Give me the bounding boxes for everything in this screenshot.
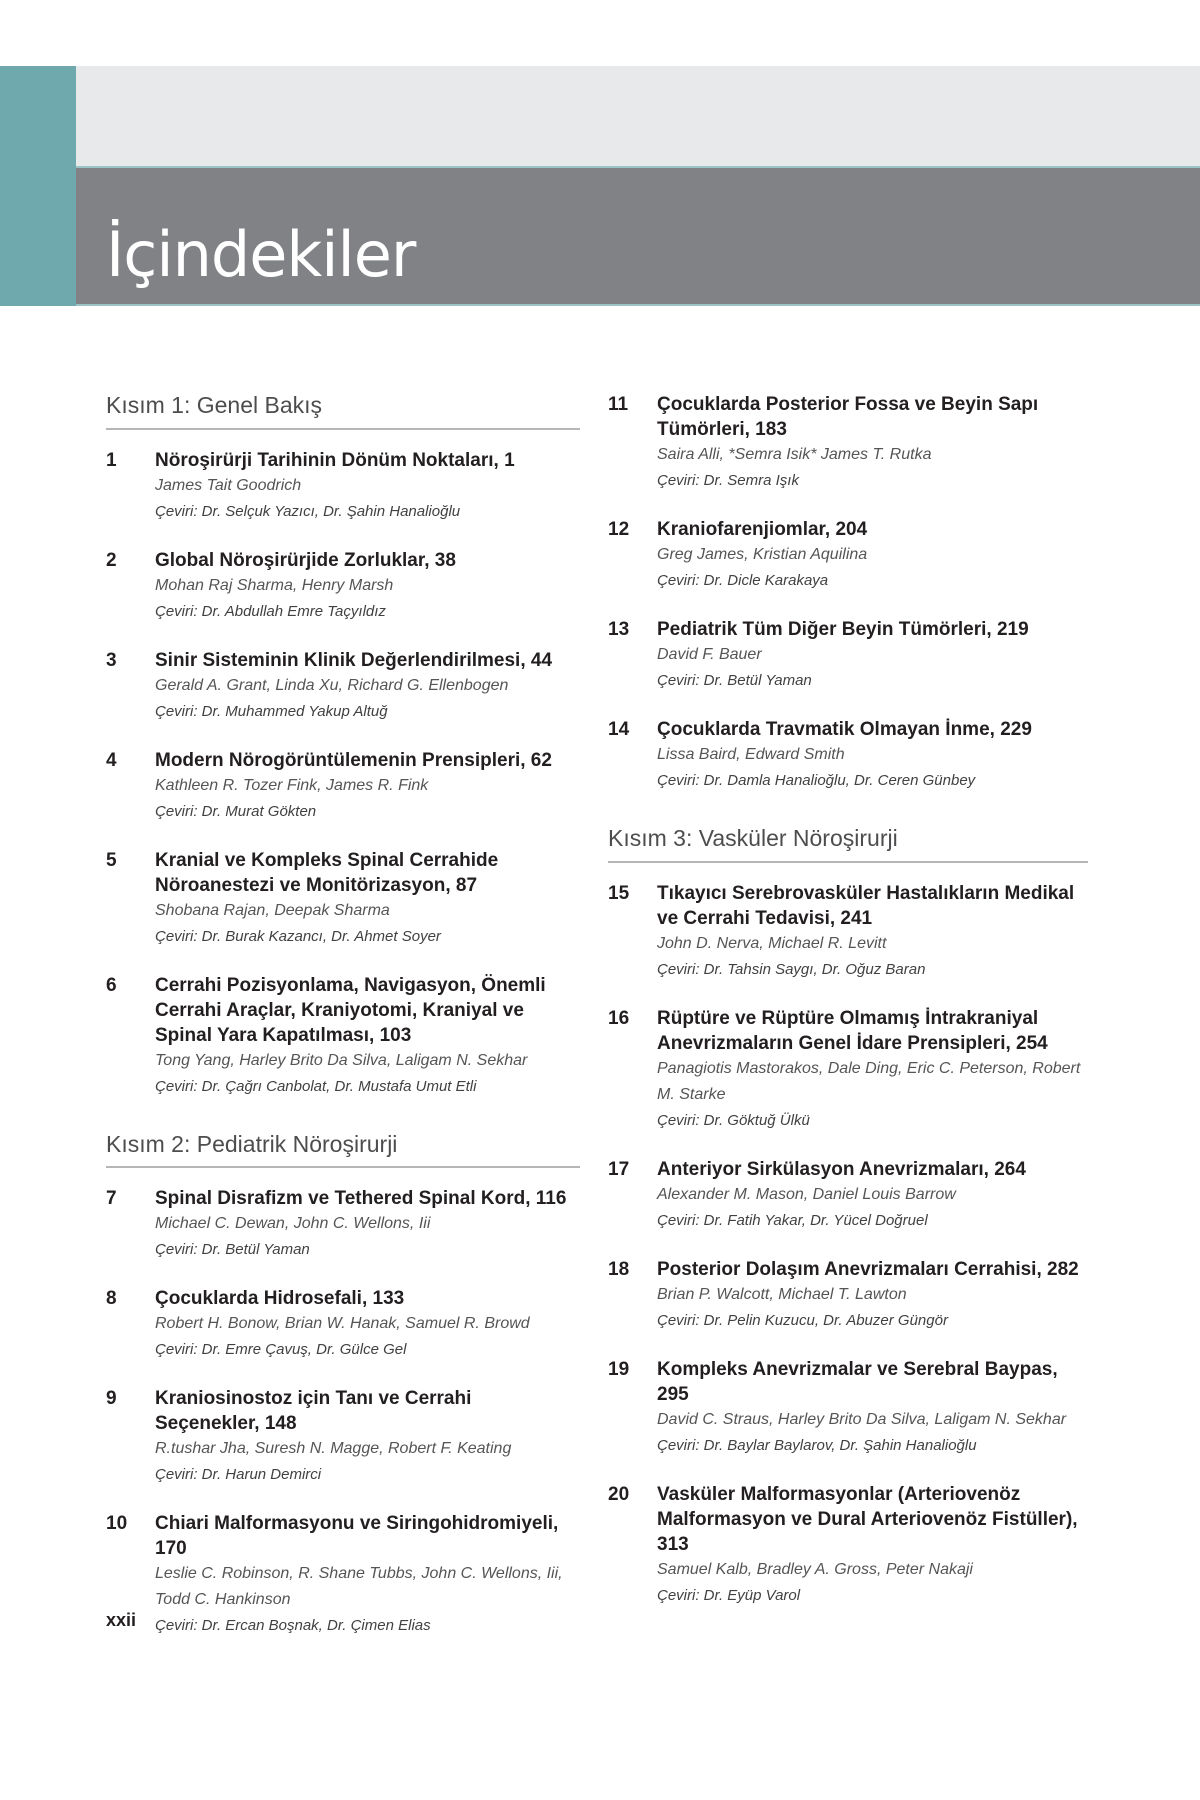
chapter-translators: Çeviri: Dr. Eyüp Varol [657,1586,801,1604]
chapter-translators: Çeviri: Dr. Semra Işık [657,472,799,489]
chapter-title[interactable]: Sinir Sisteminin Klinik Değerlendirilmesi, 44 [155,649,553,671]
chapter-authors: Lissa Baird, Edward Smith [657,746,845,763]
chapter-title[interactable]: Anteriyor Sirkülasyon Anevrizmaları, 264 [657,1158,1026,1180]
toc-entry[interactable] [608,1006,1088,1133]
chapter-title[interactable]: Kraniosinostoz için Tanı ve Cerrahi Seçenekler, 148 [155,1388,472,1435]
toc-entry[interactable] [608,1482,1088,1608]
toc-entry[interactable] [608,617,1088,693]
chapter-number: 5 [106,849,117,871]
chapter-number: 17 [608,1158,630,1180]
toc-left-column [106,392,580,1662]
chapter-authors: Mohan Raj Sharma, Henry Marsh [155,576,394,594]
chapter-title[interactable]: Pediatrik Tüm Diğer Beyin Tümörleri, 219 [657,619,1029,640]
chapter-number: 10 [106,1513,128,1535]
chapter-authors: James Tait Goodrich [155,476,302,494]
chapter-translators: Çeviri: Dr. Göktuğ Ülkü [657,1111,810,1129]
toc-entry[interactable] [106,1386,580,1487]
header-divider [76,304,1200,306]
chapter-number: 4 [106,749,117,771]
chapter-translators: Çeviri: Dr. Damla Hanalioğlu, Dr. Ceren Günbey [657,772,976,789]
chapter-authors: R.tushar Jha, Suresh N. Magge, Robert F. Keating [155,1440,512,1458]
chapter-translators: Çeviri: Dr. Emre Çavuş, Dr. Gülce Gel [155,1341,407,1359]
chapter-title[interactable]: Posterior Dolaşım Anevrizmaları Cerrahisi, 282 [657,1258,1079,1280]
toc-entry[interactable] [106,448,580,524]
chapter-number: 16 [608,1007,630,1029]
toc-entry[interactable] [608,392,1088,493]
chapter-title[interactable]: Çocuklarda Travmatik Olmayan İnme, 229 [657,719,1032,740]
chapter-translators: Çeviri: Dr. Betül Yaman [155,1241,310,1259]
toc-entry[interactable] [608,717,1088,793]
toc-entry[interactable] [106,548,580,624]
chapter-title[interactable]: Kraniofarenjiomlar, 204 [657,519,868,540]
chapter-title[interactable]: Kranial ve Kompleks Spinal Cerrahide Nöroanestezi ve Monitörizasyon, 87 [155,849,499,896]
chapter-number: 11 [608,394,629,415]
chapter-authors: Michael C. Dewan, John C. Wellons, Iii [155,1215,431,1233]
chapter-title[interactable]: Çocuklarda Hidrosefali, 133 [155,1288,405,1310]
toc-entry[interactable] [106,748,580,824]
chapter-authors: Tong Yang, Harley Brito Da Silva, Laligam N. Sekhar [155,1051,528,1069]
chapter-authors: Brian P. Walcott, Michael T. Lawton [657,1285,907,1303]
toc-entry[interactable] [106,648,580,724]
chapter-translators: Çeviri: Dr. Pelin Kuzucu, Dr. Abuzer Güngör [657,1311,948,1329]
header-accent-block [0,66,76,306]
chapter-authors: John D. Nerva, Michael R. Levitt [657,934,887,952]
chapter-authors: Greg James, Kristian Aquilina [657,546,868,563]
chapter-number: 15 [608,882,630,904]
toc-entry[interactable] [608,1357,1088,1458]
chapter-translators: Çeviri: Dr. Selçuk Yazıcı, Dr. Şahin Hanalioğlu [155,502,461,520]
chapter-authors: Kathleen R. Tozer Fink, James R. Fink [155,776,429,794]
chapter-number: 14 [608,719,630,740]
chapter-translators: Çeviri: Dr. Muhammed Yakup Altuğ [155,702,388,720]
chapter-translators: Çeviri: Dr. Dicle Karakaya [657,572,829,589]
chapter-translators: Çeviri: Dr. Murat Gökten [155,802,317,820]
toc-entry[interactable] [106,1511,580,1638]
page-number: xxii [106,1610,137,1630]
chapter-title[interactable]: Spinal Disrafizm ve Tethered Spinal Kord, 116 [155,1188,567,1210]
chapter-translators: Çeviri: Dr. Betül Yaman [657,672,812,689]
chapter-translators: Çeviri: Dr. Tahsin Saygı, Dr. Oğuz Baran [657,960,926,978]
chapter-authors: David C. Straus, Harley Brito Da Silva, Laligam N. Sekhar [657,1410,1067,1428]
chapter-title[interactable]: Cerrahi Pozisyonlama, Navigasyon, Önemli Cerrahi Araçlar, Kraniyotomi, Kraniyal ve Spinal Yara Kapatılması, 103 [155,974,546,1046]
chapter-title[interactable]: Modern Nörogörüntülemenin Prensipleri, 62 [155,749,552,771]
chapter-authors: Leslie C. Robinson, R. Shane Tubbs, John C. Wellons, Iii, Todd C. Hankinson [155,1565,563,1609]
toc-entry[interactable] [608,881,1088,982]
chapter-number: 19 [608,1358,630,1380]
header-divider [76,166,1200,168]
chapter-number: 8 [106,1288,117,1310]
chapter-translators: Çeviri: Dr. Ercan Boşnak, Dr. Çimen Elias [155,1617,431,1635]
chapter-title[interactable]: Nöroşirürji Tarihinin Dönüm Noktaları, 1 [155,449,515,471]
chapter-authors: Panagiotis Mastorakos, Dale Ding, Eric C. Peterson, Robert M. Starke [657,1059,1081,1103]
chapter-authors: Samuel Kalb, Bradley A. Gross, Peter Nakaji [657,1560,973,1578]
chapter-translators: Çeviri: Dr. Harun Demirci [155,1466,322,1484]
chapter-title[interactable]: Chiari Malformasyonu ve Siringohidromiyeli, 170 [155,1513,559,1560]
part-heading: Kısım 3: Vasküler Nöroşirurji [608,825,1088,863]
chapter-authors: David F. Bauer [657,646,762,663]
chapter-title[interactable]: Kompleks Anevrizmalar ve Serebral Baypas, 295 [657,1358,1058,1405]
chapter-translators: Çeviri: Dr. Fatih Yakar, Dr. Yücel Doğruel [657,1211,928,1229]
chapter-number: 3 [106,649,117,671]
toc-entry[interactable] [608,517,1088,593]
chapter-title[interactable]: Vasküler Malformasyonlar (Arteriovenöz Malformasyon ve Dural Arteriovenöz Fistüller), 313 [657,1483,1078,1555]
toc-entry[interactable] [106,1186,580,1262]
header-light-band [76,66,1200,166]
chapter-title[interactable]: Rüptüre ve Rüptüre Olmamış İntrakraniyal Anevrizmaların Genel İdare Prensipleri, 254 [657,1007,1048,1054]
chapter-translators: Çeviri: Dr. Abdullah Emre Taçyıldız [155,602,386,620]
chapter-number: 7 [106,1188,117,1210]
toc-entry[interactable] [608,1157,1088,1233]
chapter-title[interactable]: Çocuklarda Posterior Fossa ve Beyin Sapı Tümörleri, 183 [657,394,1039,440]
toc-entry[interactable] [106,1286,580,1362]
chapter-number: 2 [106,549,117,571]
chapter-number: 13 [608,619,630,640]
chapter-number: 6 [106,974,117,996]
chapter-title[interactable]: Global Nöroşirürjide Zorluklar, 38 [155,549,456,571]
chapter-authors: Alexander M. Mason, Daniel Louis Barrow [657,1185,956,1203]
part-heading: Kısım 2: Pediatrik Nöroşirurji [106,1131,580,1169]
chapter-number: 1 [106,449,117,471]
toc-entry[interactable] [106,848,580,949]
chapter-number: 9 [106,1388,117,1410]
chapter-title[interactable]: Tıkayıcı Serebrovasküler Hastalıkların Medikal ve Cerrahi Tedavisi, 241 [657,882,1075,929]
chapter-number: 18 [608,1258,630,1280]
toc-entry[interactable] [608,1257,1088,1333]
chapter-number: 12 [608,519,630,540]
part-heading: Kısım 1: Genel Bakış [106,392,580,430]
chapter-translators: Çeviri: Dr. Baylar Baylarov, Dr. Şahin Hanalioğlu [657,1436,977,1454]
chapter-authors: Shobana Rajan, Deepak Sharma [155,901,390,919]
chapter-translators: Çeviri: Dr. Burak Kazancı, Dr. Ahmet Soyer [155,927,441,945]
page-title: İçindekiler [106,218,416,291]
chapter-translators: Çeviri: Dr. Çağrı Canbolat, Dr. Mustafa Umut Etli [155,1077,477,1095]
chapter-authors: Robert H. Bonow, Brian W. Hanak, Samuel R. Browd [155,1315,530,1333]
toc-entry[interactable] [106,973,580,1099]
chapter-authors: Saira Alli, *Semra Isik* James T. Rutka [657,446,932,463]
chapter-authors: Gerald A. Grant, Linda Xu, Richard G. Ellenbogen [155,676,509,694]
toc-right-column [608,392,1088,1632]
chapter-number: 20 [608,1483,630,1505]
